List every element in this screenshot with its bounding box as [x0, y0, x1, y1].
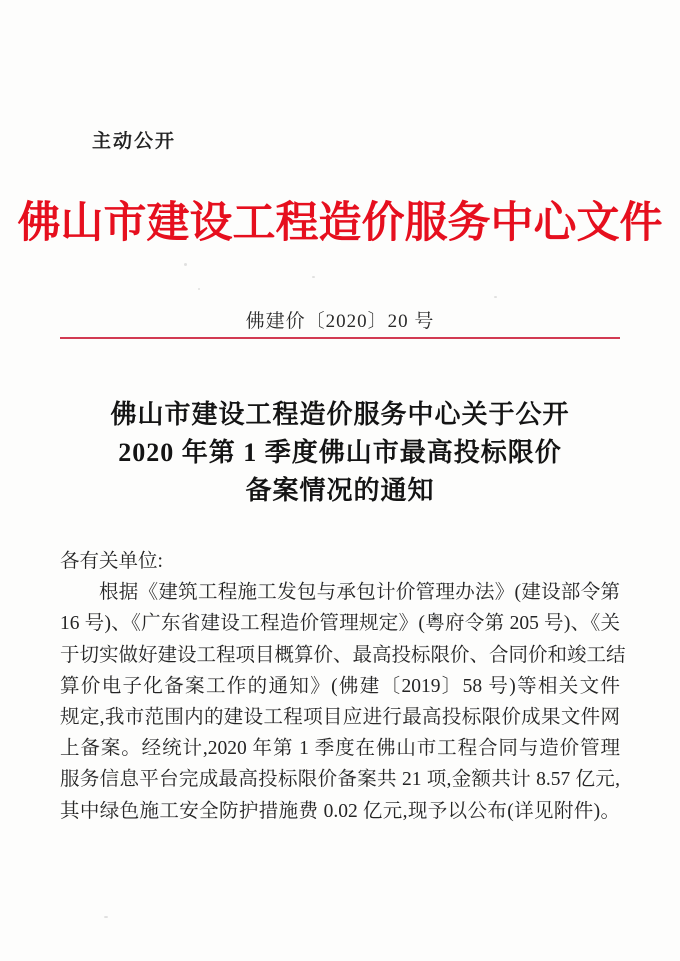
- body-text-line: 其中绿色施工安全防护措施费 0.02 亿元,现予以公布(详见附件)。: [60, 800, 620, 822]
- salutation: 各有关单位:: [60, 551, 163, 572]
- body-text-line: 根据《建筑工程施工发包与承包计价管理办法》(建设部令第: [99, 582, 620, 604]
- body-text-line: 服务信息平台完成最高投标限价备案共 21 项,金额共计 8.57 亿元,: [60, 769, 620, 791]
- notice-title-line-2: 2020 年第 1 季度佛山市最高投标限价: [118, 438, 562, 467]
- notice-title-line-1: 佛山市建设工程造价服务中心关于公开: [110, 400, 570, 429]
- notice-title-line-3: 备案情况的通知: [245, 476, 435, 505]
- document-number: 佛建价〔2020〕20 号: [245, 311, 435, 332]
- body-text-line: 16 号)、《广东省建设工程造价管理规定》(粤府令第 205 号)、《关: [60, 613, 620, 635]
- scan-speckle: [104, 916, 108, 918]
- body-text-line: 算价电子化备案工作的通知》(佛建〔2019〕58 号)等相关文件: [60, 675, 620, 697]
- scan-speckle: [312, 276, 315, 278]
- scan-speckle: [184, 263, 187, 266]
- scan-speckle: [198, 288, 200, 290]
- scan-speckle: [494, 296, 497, 298]
- body-text-line: 上备案。经统计,2020 年第 1 季度在佛山市工程合同与造价管理: [60, 738, 620, 760]
- body-text-line: 规定,我市范围内的建设工程项目应进行最高投标限价成果文件网: [60, 707, 620, 729]
- letterhead-title: 佛山市建设工程造价服务中心文件: [17, 200, 663, 247]
- notice-body: [60, 546, 626, 827]
- disclosure-label: 主动公开: [92, 131, 177, 152]
- letterhead-divider-rule: [60, 337, 620, 339]
- body-text-line: 于切实做好建设工程项目概算价、最高投标限价、合同价和竣工结: [60, 644, 626, 666]
- notice-title: [40, 396, 640, 510]
